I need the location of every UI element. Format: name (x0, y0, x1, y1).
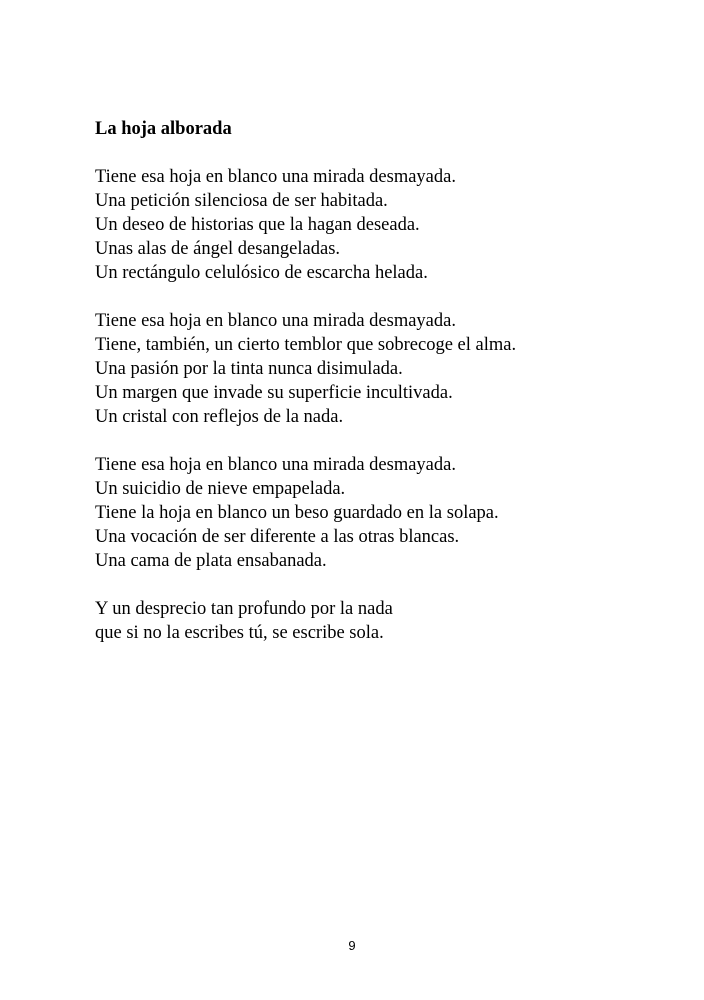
poem-line: Tiene, también, un cierto temblor que sobrecoge el alma. (95, 335, 517, 355)
poem-line: Unas alas de ángel desangeladas. (95, 239, 341, 259)
poem-line: Tiene la hoja en blanco un beso guardado en la solapa. (95, 503, 499, 523)
poem (95, 117, 675, 669)
poem-line: Tiene esa hoja en blanco una mirada desmayada. (95, 455, 456, 475)
poem-line: Tiene esa hoja en blanco una mirada desmayada. (95, 167, 456, 187)
stanza-1 (95, 165, 675, 285)
poem-line: Tiene esa hoja en blanco una mirada desmayada. (95, 311, 456, 331)
poem-line: Un rectángulo celulósico de escarcha helada. (95, 263, 428, 283)
stanza-3 (95, 453, 675, 573)
poem-line: Un cristal con reflejos de la nada. (95, 407, 344, 427)
poem-line: Y un desprecio tan profundo por la nada (95, 599, 393, 619)
page-number: 9 (348, 938, 356, 953)
stanza-4 (95, 597, 675, 645)
poem-line: Un margen que invade su superficie incultivada. (95, 383, 453, 403)
poem-line: Un suicidio de nieve empapelada. (95, 479, 346, 499)
poem-line: Una pasión por la tinta nunca disimulada. (95, 359, 403, 379)
stanza-2 (95, 309, 675, 429)
poem-line: Una cama de plata ensabanada. (95, 551, 327, 571)
poem-line: Una petición silenciosa de ser habitada. (95, 191, 388, 211)
poem-line: que si no la escribes tú, se escribe sola. (95, 623, 384, 643)
poem-line: Un deseo de historias que la hagan deseada. (95, 215, 420, 235)
poem-title: La hoja alborada (95, 119, 232, 139)
poem-line: Una vocación de ser diferente a las otras blancas. (95, 527, 460, 547)
